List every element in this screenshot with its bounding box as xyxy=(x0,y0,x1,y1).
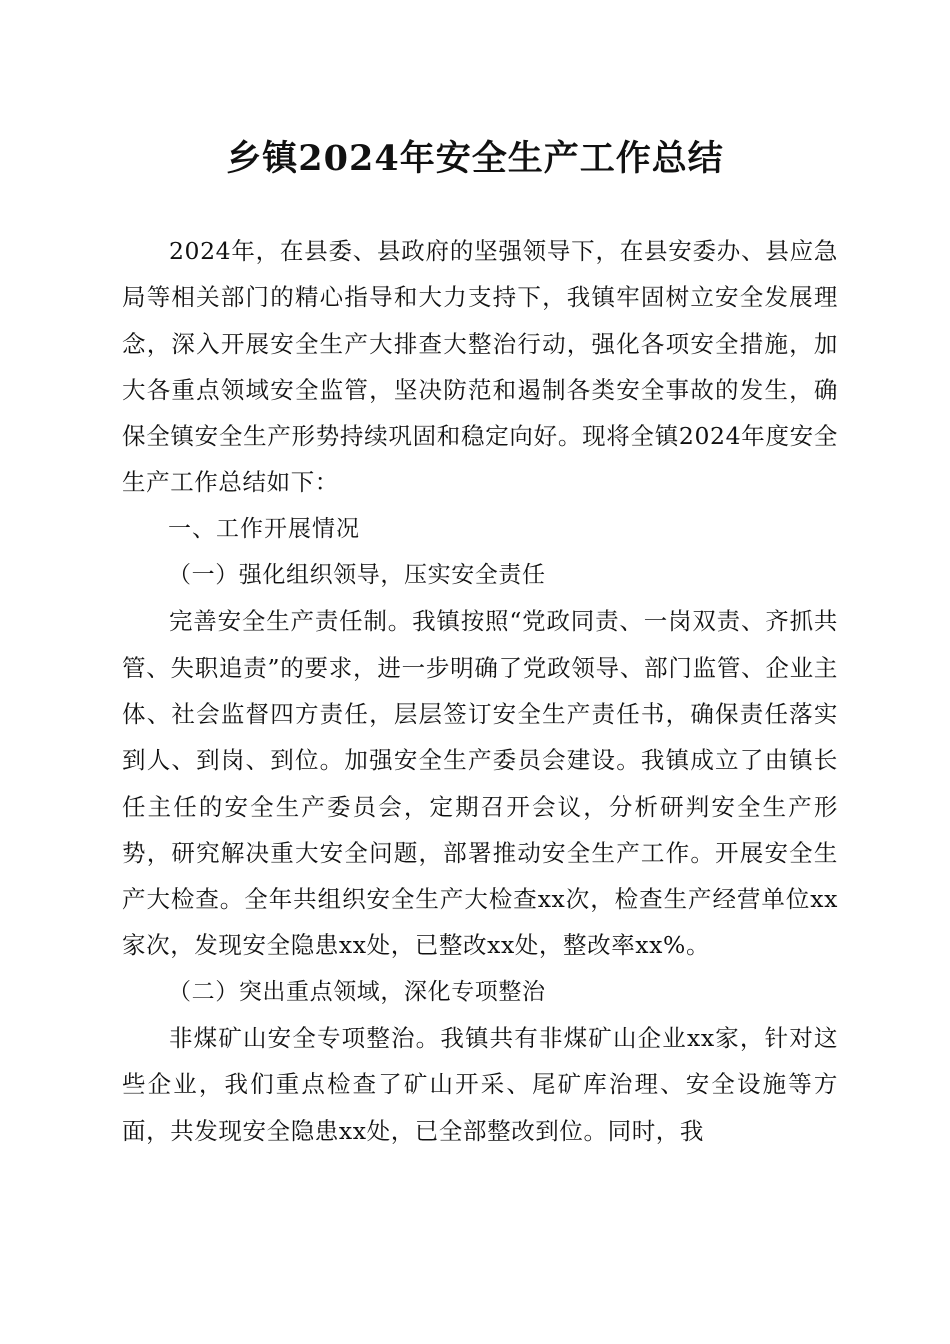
intro-paragraph: 2024年，在县委、县政府的坚强领导下，在县安委办、县应急局等相关部门的精心指导和大力支持下，我镇牢固树立安全发展理念，深入开展安全生产大排查大整治行动，强化各项安全措施，加大各重点领域安全监管，坚决防范和遏制各类安全事故的发生，确保全镇安全生产形势持续巩固和稳定向好。现将全镇2024年度安全生产工作总结如下： xyxy=(122,237,838,497)
document-title: 乡镇2024年安全生产工作总结 xyxy=(226,138,724,179)
subsection-heading-key-areas: （二）突出重点领域，深化专项整治 xyxy=(168,978,546,1005)
subsection-heading-organization: （一）强化组织领导，压实安全责任 xyxy=(168,562,546,589)
document-body xyxy=(122,228,838,1154)
organization-paragraph: 完善安全生产责任制。我镇按照“党政同责、一岗双责、齐抓共管、失职追责”的要求，进一步明确了党政领导、部门监管、企业主体、社会监督四方责任，层层签订安全生产责任书，确保责任落实到人、到岗、到位。加强安全生产委员会建设。我镇成立了由镇长任主任的安全生产委员会，定期召开会议，分析研判安全生产形势，研究解决重大安全问题，部署推动安全生产工作。开展安全生产大检查。全年共组织安全生产大检查xx次，检查生产经营单位xx家次，发现安全隐患xx处，已整改xx处，整改率xx%。 xyxy=(122,607,838,960)
section-heading-work-status: 一、工作开展情况 xyxy=(168,515,360,542)
key-areas-paragraph: 非煤矿山安全专项整治。我镇共有非煤矿山企业xx家，针对这些企业，我们重点检查了矿山开采、尾矿库治理、安全设施等方面，共发现安全隐患xx处，已全部整改到位。同时，我 xyxy=(122,1024,838,1145)
